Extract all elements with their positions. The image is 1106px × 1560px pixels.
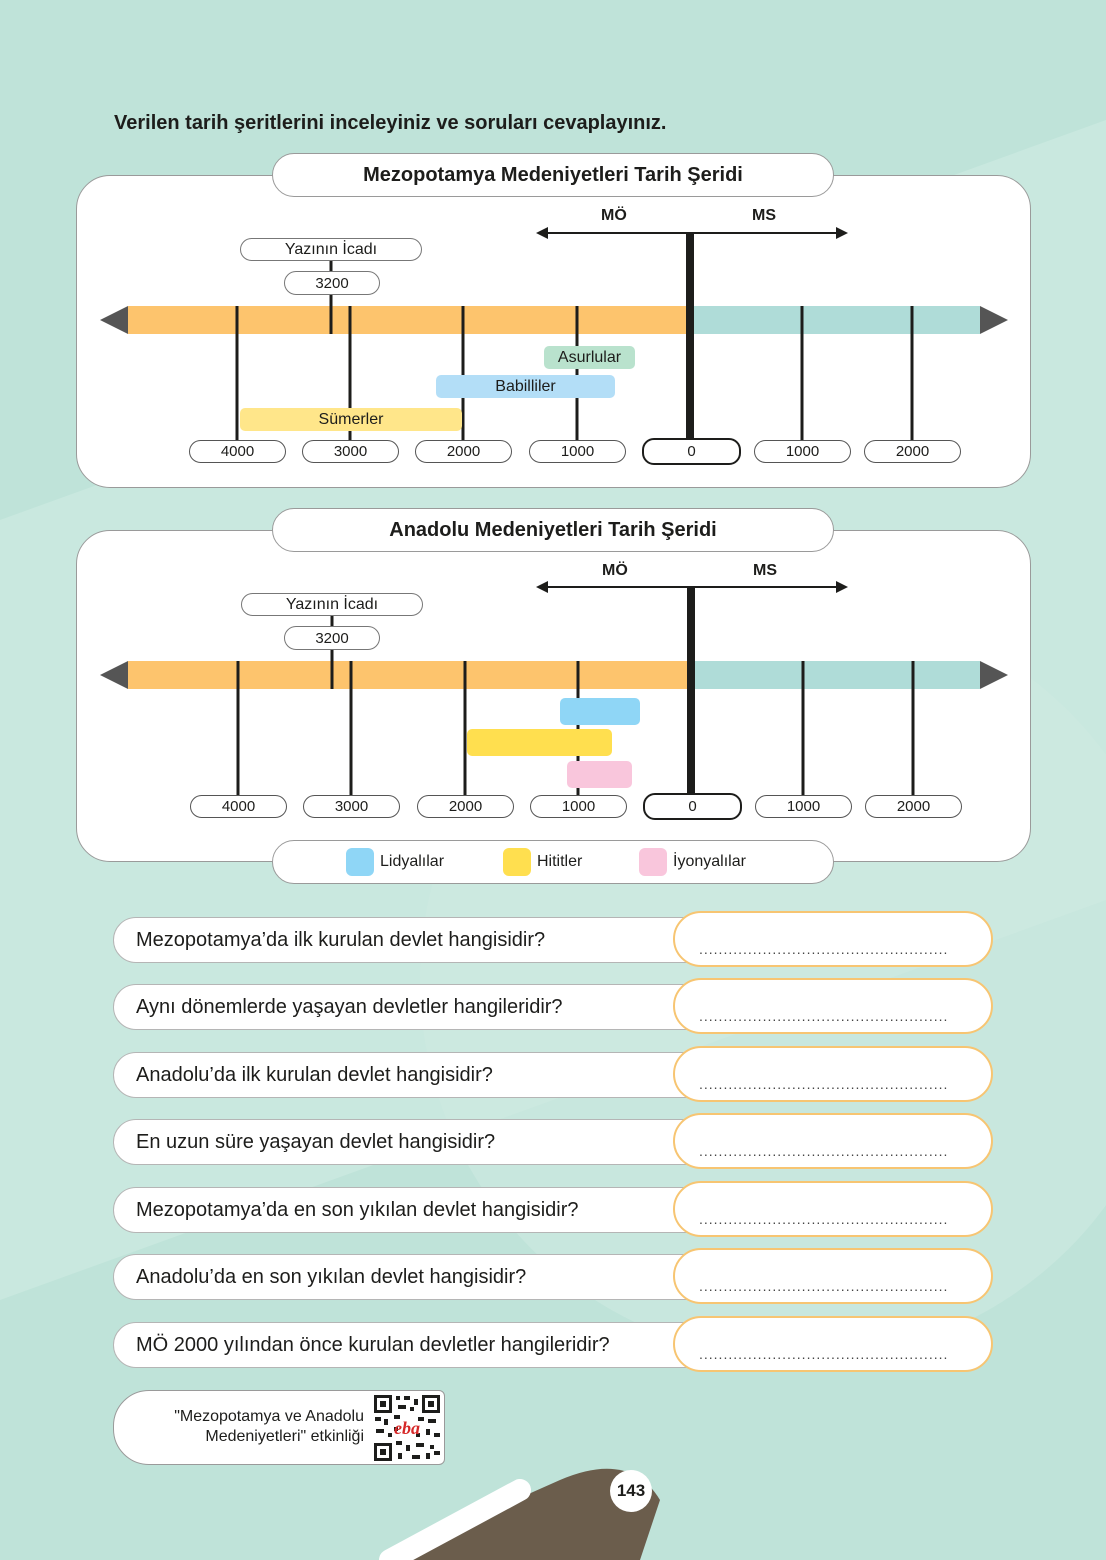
tick-label: 4000 <box>190 795 287 818</box>
ms-label: MS <box>752 207 776 224</box>
mo-label: MÖ <box>601 207 627 224</box>
question-text: Mezopotamya’da en son yıkılan devlet hangisidir? <box>113 1187 733 1233</box>
qr-code-icon[interactable] <box>372 1393 442 1463</box>
answer-dots: ................................................... <box>699 941 949 957</box>
answer-field[interactable] <box>673 1113 993 1169</box>
answer-dots: ................................................... <box>699 1278 949 1294</box>
tick-label: 1000 <box>754 440 851 463</box>
bar-iyonyalilar <box>567 761 632 788</box>
mesopotamia-timeline-chart <box>0 0 1106 500</box>
legend-swatch <box>346 848 374 876</box>
writing-invention-label: Yazının İcadı <box>241 593 423 616</box>
answer-dots: ................................................... <box>699 1008 949 1024</box>
tick-label-zero: 0 <box>643 793 742 820</box>
question-text: Anadolu’da ilk kurulan devlet hangisidir? <box>113 1052 733 1098</box>
writing-year-label: 3200 <box>284 271 380 295</box>
activity-qr-box[interactable] <box>113 1390 445 1465</box>
tick-label: 2000 <box>864 440 961 463</box>
question-text: En uzun süre yaşayan devlet hangisidir? <box>113 1119 733 1165</box>
legend-item-hititler <box>503 848 582 876</box>
question-text: Mezopotamya’da ilk kurulan devlet hangisidir? <box>113 917 733 963</box>
tick-label: 1000 <box>755 795 852 818</box>
answer-dots: ................................................... <box>699 1143 949 1159</box>
answer-dots: ................................................... <box>699 1076 949 1092</box>
question-row <box>113 984 993 1032</box>
anatolia-timeline-title: Anadolu Medeniyetleri Tarih Şeridi <box>272 508 834 552</box>
bar-babilliler: Babilliler <box>436 375 615 398</box>
tick-label-zero: 0 <box>642 438 741 465</box>
instruction-text: Verilen tarih şeritlerini inceleyiniz ve soruları cevaplayınız. <box>114 112 667 134</box>
answer-field[interactable] <box>673 911 993 967</box>
question-row <box>113 917 993 965</box>
bar-lidyalilar <box>560 698 640 725</box>
legend-item-iyonyalilar <box>639 848 746 876</box>
legend-item-lidyalilar <box>346 848 444 876</box>
legend-label: Lidyalılar <box>380 853 445 870</box>
anatolia-timeline-chart <box>0 500 1106 840</box>
tick-label: 1000 <box>529 440 626 463</box>
legend-swatch <box>639 848 667 876</box>
answer-dots: ................................................... <box>699 1346 949 1362</box>
bar-asurlular: Asurlular <box>544 346 635 369</box>
tick-label: 2000 <box>415 440 512 463</box>
answer-field[interactable] <box>673 1181 993 1237</box>
qr-brand-text: eba <box>394 1418 420 1438</box>
question-text: Aynı dönemlerde yaşayan devletler hangileridir? <box>113 984 733 1030</box>
answer-field[interactable] <box>673 1046 993 1102</box>
tick-label: 2000 <box>417 795 514 818</box>
answer-field[interactable] <box>673 1316 993 1372</box>
page-number: 143 <box>610 1470 652 1512</box>
tick-label: 1000 <box>530 795 627 818</box>
tick-label: 2000 <box>865 795 962 818</box>
tick-label: 4000 <box>189 440 286 463</box>
mesopotamia-timeline-title: Mezopotamya Medeniyetleri Tarih Şeridi <box>272 153 834 197</box>
activity-text <box>144 1407 364 1447</box>
writing-year-label: 3200 <box>284 626 380 650</box>
tick-label: 3000 <box>302 440 399 463</box>
activity-text-line: "Mezopotamya ve Anadolu <box>174 1408 364 1425</box>
tick-label: 3000 <box>303 795 400 818</box>
question-row <box>113 1322 993 1370</box>
legend-swatch <box>503 848 531 876</box>
answer-field[interactable] <box>673 1248 993 1304</box>
question-row <box>113 1254 993 1302</box>
question-text: MÖ 2000 yılından önce kurulan devletler hangileridir? <box>113 1322 733 1368</box>
question-text: Anadolu’da en son yıkılan devlet hangisidir? <box>113 1254 733 1300</box>
question-row <box>113 1052 993 1100</box>
ms-label: MS <box>753 562 777 579</box>
question-row <box>113 1119 993 1167</box>
writing-invention-label: Yazının İcadı <box>240 238 422 261</box>
answer-dots: ................................................... <box>699 1211 949 1227</box>
bar-hititler <box>467 729 612 756</box>
answer-field[interactable] <box>673 978 993 1034</box>
mo-label: MÖ <box>602 562 628 579</box>
legend-label: Hititler <box>537 853 583 870</box>
activity-text-line: Medeniyetleri" etkinliği <box>205 1428 364 1445</box>
question-row <box>113 1187 993 1235</box>
bar-sumerler: Sümerler <box>240 408 462 431</box>
legend-label: İyonyalılar <box>673 853 746 870</box>
